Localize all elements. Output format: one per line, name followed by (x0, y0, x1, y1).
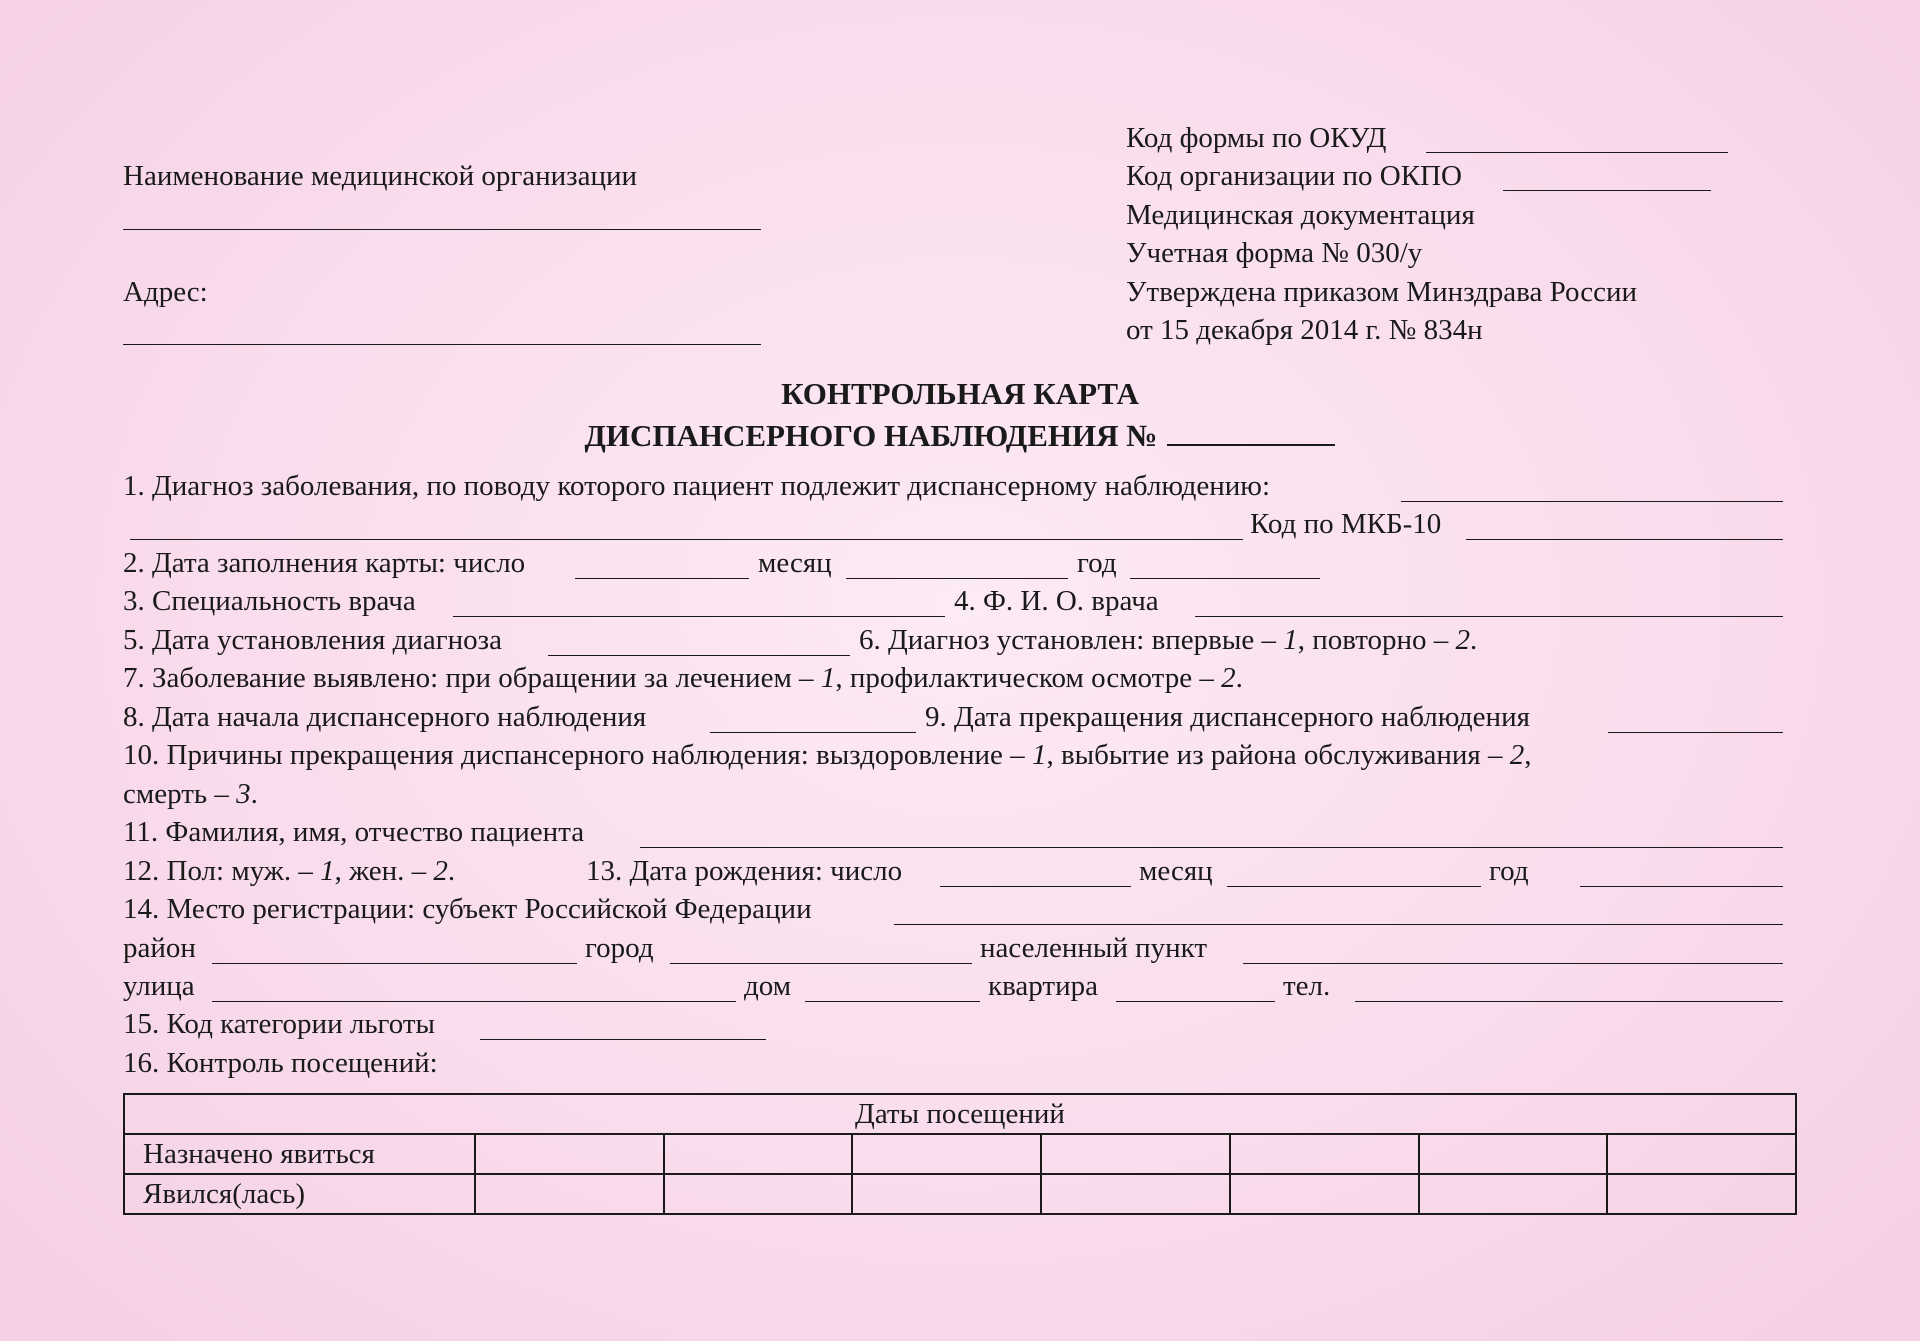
observation-start-field[interactable] (710, 732, 916, 733)
fill-month-field[interactable] (846, 578, 1068, 579)
street-label: улица (123, 970, 195, 1002)
attended-date-cell[interactable] (1041, 1174, 1230, 1214)
phone-field[interactable] (1355, 1001, 1783, 1002)
district-field[interactable] (212, 963, 577, 964)
attended-date-cell[interactable] (1230, 1174, 1419, 1214)
house-field[interactable] (805, 1001, 980, 1002)
table-row (124, 1134, 1796, 1174)
field-12-label: 12. Пол: муж. – 1, жен. – 2. (123, 855, 456, 887)
address-field[interactable] (123, 344, 761, 345)
phone-label: тел. (1283, 970, 1331, 1002)
diagnosis-field-b[interactable] (130, 539, 1243, 540)
doctor-name-field[interactable] (1195, 616, 1783, 617)
birth-month-field[interactable] (1227, 886, 1481, 887)
locality-field[interactable] (1243, 963, 1783, 964)
field-6-label: 6. Диагноз установлен: впервые – 1, повторно – 2. (859, 624, 1478, 656)
field-5-label: 5. Дата установления диагноза (123, 624, 503, 656)
approval-text: Утверждена приказом Минздрава России (1126, 276, 1638, 308)
scheduled-date-cell[interactable] (1041, 1134, 1230, 1174)
mkb-field[interactable] (1466, 539, 1783, 540)
house-label: дом (744, 970, 792, 1002)
district-label: район (123, 932, 196, 964)
street-field[interactable] (212, 1001, 736, 1002)
mkb-label: Код по МКБ-10 (1250, 508, 1442, 540)
address-label: Адрес: (123, 276, 208, 308)
birth-day-field[interactable] (940, 886, 1131, 887)
table-row (124, 1174, 1796, 1214)
birth-month-label: месяц (1139, 855, 1213, 887)
scheduled-date-cell[interactable] (1230, 1134, 1419, 1174)
okud-label: Код формы по ОКУД (1126, 122, 1387, 154)
row-label-attended: Явился(лась) (124, 1174, 475, 1214)
birth-year-label: год (1489, 855, 1529, 887)
field-13-label: 13. Дата рождения: число (586, 855, 903, 887)
benefit-code-field[interactable] (480, 1039, 766, 1040)
page-title: КОНТРОЛЬНАЯ КАРТА (781, 376, 1139, 411)
attended-date-cell[interactable] (1419, 1174, 1608, 1214)
scheduled-date-cell[interactable] (1607, 1134, 1796, 1174)
region-field[interactable] (894, 924, 1783, 925)
observation-end-field[interactable] (1608, 732, 1783, 733)
visit-dates-header: Даты посещений (124, 1094, 1796, 1134)
card-number-field[interactable] (1167, 420, 1335, 446)
okpo-field[interactable] (1503, 190, 1711, 191)
locality-label: населенный пункт (980, 932, 1208, 964)
apartment-label: квартира (988, 970, 1098, 1002)
apartment-field[interactable] (1116, 1001, 1275, 1002)
attended-date-cell[interactable] (852, 1174, 1041, 1214)
doc-type-text: Медицинская документация (1126, 199, 1475, 231)
form-number-text: Учетная форма № 030/у (1126, 237, 1423, 269)
scheduled-date-cell[interactable] (852, 1134, 1041, 1174)
fill-year-field[interactable] (1130, 578, 1320, 579)
scheduled-date-cell[interactable] (475, 1134, 664, 1174)
field-10-label: 10. Причины прекращения диспансерного наблюдения: выздоровление – 1, выбытие из района обслуживания – 2, (123, 739, 1532, 771)
field-9-label: 9. Дата прекращения диспансерного наблюдения (925, 701, 1530, 733)
okud-field[interactable] (1426, 152, 1728, 153)
attended-date-cell[interactable] (664, 1174, 853, 1214)
scheduled-date-cell[interactable] (664, 1134, 853, 1174)
field-14-label: 14. Место регистрации: субъект Российской Федерации (123, 893, 812, 925)
page-subtitle (0, 418, 1920, 454)
birth-year-field[interactable] (1580, 886, 1783, 887)
approval-date-text: от 15 декабря 2014 г. № 834н (1126, 314, 1483, 346)
patient-name-field[interactable] (640, 847, 1783, 848)
doctor-specialty-field[interactable] (453, 616, 945, 617)
org-name-label: Наименование медицинской организации (123, 160, 638, 192)
fill-month-label: месяц (758, 547, 832, 579)
city-label: город (585, 932, 654, 964)
field-4-label: 4. Ф. И. О. врача (954, 585, 1159, 617)
field-7-label: 7. Заболевание выявлено: при обращении за лечением – 1, профилактическом осмотре – 2. (123, 662, 1243, 694)
field-16-label: 16. Контроль посещений: (123, 1047, 438, 1079)
diagnosis-date-field[interactable] (548, 655, 850, 656)
visits-table (123, 1093, 1797, 1215)
field-3-label: 3. Специальность врача (123, 585, 416, 617)
scheduled-date-cell[interactable] (1419, 1134, 1608, 1174)
attended-date-cell[interactable] (1607, 1174, 1796, 1214)
city-field[interactable] (670, 963, 972, 964)
row-label-scheduled: Назначено явиться (124, 1134, 475, 1174)
field-8-label: 8. Дата начала диспансерного наблюдения (123, 701, 647, 733)
attended-date-cell[interactable] (475, 1174, 664, 1214)
field-1-label: 1. Диагноз заболевания, по поводу которого пациент подлежит диспансерному наблюдению: (123, 470, 1271, 502)
field-10-continuation: смерть – 3. (123, 778, 258, 810)
field-15-label: 15. Код категории льготы (123, 1008, 435, 1040)
diagnosis-field-a[interactable] (1401, 501, 1783, 502)
fill-day-field[interactable] (575, 578, 749, 579)
table-header-row (124, 1094, 1796, 1134)
field-11-label: 11. Фамилия, имя, отчество пациента (123, 816, 585, 848)
org-name-field[interactable] (123, 229, 761, 230)
field-2-label: 2. Дата заполнения карты: число (123, 547, 526, 579)
fill-year-label: год (1077, 547, 1117, 579)
okpo-label: Код организации по ОКПО (1126, 160, 1462, 192)
page-subtitle-text: ДИСПАНСЕРНОГО НАБЛЮДЕНИЯ № (584, 418, 1158, 453)
